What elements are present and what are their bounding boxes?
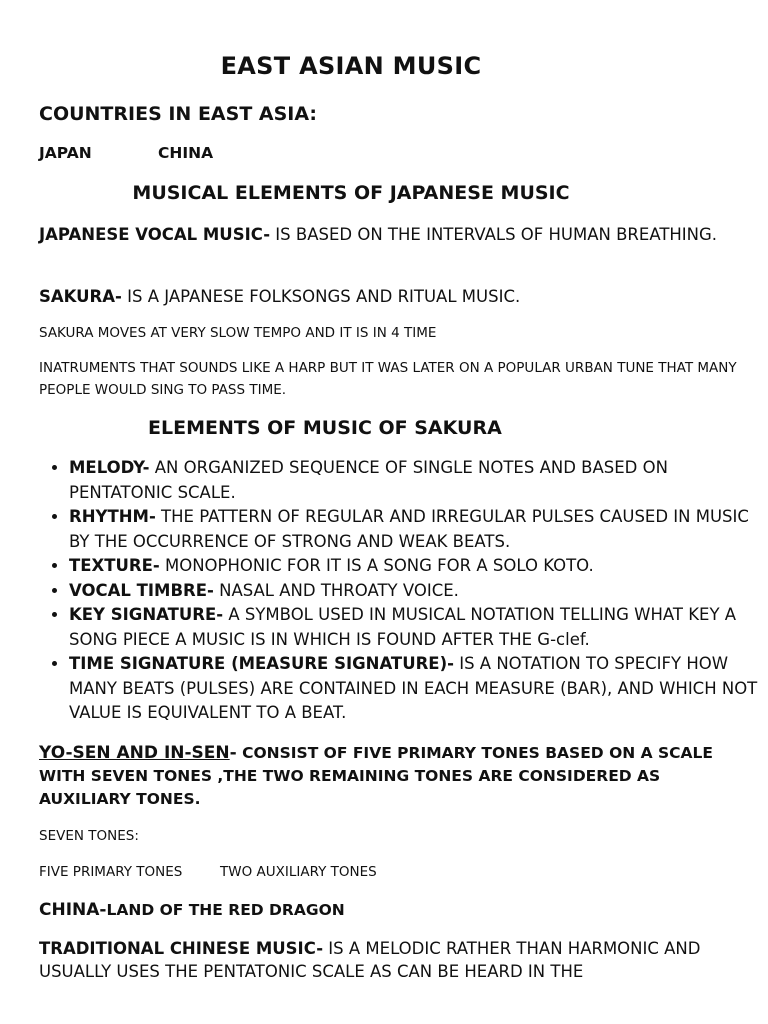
country-japan: JAPAN bbox=[39, 144, 92, 162]
country-china: CHINA bbox=[158, 144, 214, 162]
document-title: EAST ASIAN MUSIC bbox=[220, 52, 482, 80]
countries-heading: COUNTRIES IN EAST ASIA: bbox=[39, 103, 318, 125]
element-text: NASAL AND THROATY VOICE. bbox=[213, 580, 459, 600]
list-item bbox=[69, 579, 768, 604]
list-item bbox=[69, 505, 768, 554]
element-term: TEXTURE- bbox=[69, 556, 160, 575]
list-item bbox=[69, 652, 768, 726]
yosen-insen-dash: - bbox=[229, 743, 237, 763]
sakura-elements-list bbox=[39, 456, 768, 726]
sakura-paragraph bbox=[39, 285, 739, 308]
element-text: IS A NOTATION TO SPECIFY HOW MANY BEATS (PULSES) ARE CONTAINED IN EACH MEASURE (BAR), AND WHICH NOT VALUE IS EQUIVALENT TO A BEAT. bbox=[69, 654, 758, 722]
china-text: LAND OF THE RED DRAGON bbox=[106, 901, 345, 919]
sakura-text: IS A JAPANESE FOLKSONGS AND RITUAL MUSIC. bbox=[121, 287, 521, 306]
chinese-music-paragraph bbox=[39, 937, 739, 983]
five-primary-tones-label: FIVE PRIMARY TONES bbox=[39, 864, 183, 880]
china-paragraph bbox=[39, 898, 739, 922]
yosen-insen-term: YO-SEN AND IN-SEN bbox=[39, 743, 230, 763]
list-item bbox=[69, 554, 768, 579]
sakura-tempo-text: SAKURA MOVES AT VERY SLOW TEMPO AND IT IS IN 4 TIME bbox=[39, 325, 437, 341]
chinese-music-text: IS A MELODIC RATHER THAN HARMONIC AND USUALLY USES THE PENTATONIC SCALE AS CAN BE HEARD IN THE bbox=[39, 939, 701, 981]
sakura-elements-heading: ELEMENTS OF MUSIC OF SAKURA bbox=[148, 417, 502, 439]
vocal-music-term: JAPANESE VOCAL MUSIC- bbox=[39, 225, 271, 244]
element-text: AN ORGANIZED SEQUENCE OF SINGLE NOTES AND BASED ON PENTATONIC SCALE. bbox=[69, 458, 668, 502]
element-text: MONOPHONIC FOR IT IS A SONG FOR A SOLO KOTO. bbox=[159, 556, 594, 575]
element-text: THE PATTERN OF REGULAR AND IRREGULAR PULSES CAUSED IN MUSIC BY THE OCCURRENCE OF STRONG AND WEAK BEATS. bbox=[69, 507, 749, 551]
yosen-insen-text: CONSIST OF FIVE PRIMARY TONES BASED ON A SCALE WITH SEVEN TONES ,THE TWO REMAINING TONES ARE CONSIDERED AS AUXILIARY TONES. bbox=[39, 744, 714, 808]
chinese-music-term: TRADITIONAL CHINESE MUSIC- bbox=[39, 939, 324, 958]
two-auxiliary-tones-label: TWO AUXILIARY TONES bbox=[220, 864, 377, 880]
element-term: RHYTHM- bbox=[69, 507, 156, 526]
china-term: CHINA- bbox=[39, 900, 107, 920]
element-text: A SYMBOL USED IN MUSICAL NOTATION TELLING WHAT KEY A SONG PIECE A MUSIC IS IN WHICH IS FOUND AFTER THE G-clef. bbox=[69, 605, 737, 649]
element-term: TIME SIGNATURE (MEASURE SIGNATURE)- bbox=[69, 654, 454, 673]
sakura-term: SAKURA- bbox=[39, 287, 122, 306]
element-term: MELODY- bbox=[69, 458, 150, 477]
yosen-insen-paragraph bbox=[39, 742, 739, 811]
list-item bbox=[69, 603, 768, 652]
instruments-text: INATRUMENTS THAT SOUNDS LIKE A HARP BUT IT WAS LATER ON A POPULAR URBAN TUNE THAT MANY PEOPLE WOULD SING TO PASS TIME. bbox=[39, 360, 737, 398]
vocal-music-text: IS BASED ON THE INTERVALS OF HUMAN BREATHING. bbox=[270, 225, 718, 244]
seven-tones-label: SEVEN TONES: bbox=[39, 828, 139, 844]
element-term: VOCAL TIMBRE- bbox=[69, 580, 214, 600]
vocal-music-paragraph bbox=[39, 223, 739, 246]
japanese-music-heading: MUSICAL ELEMENTS OF JAPANESE MUSIC bbox=[132, 182, 570, 204]
element-term: KEY SIGNATURE- bbox=[69, 605, 224, 624]
list-item bbox=[69, 456, 768, 505]
